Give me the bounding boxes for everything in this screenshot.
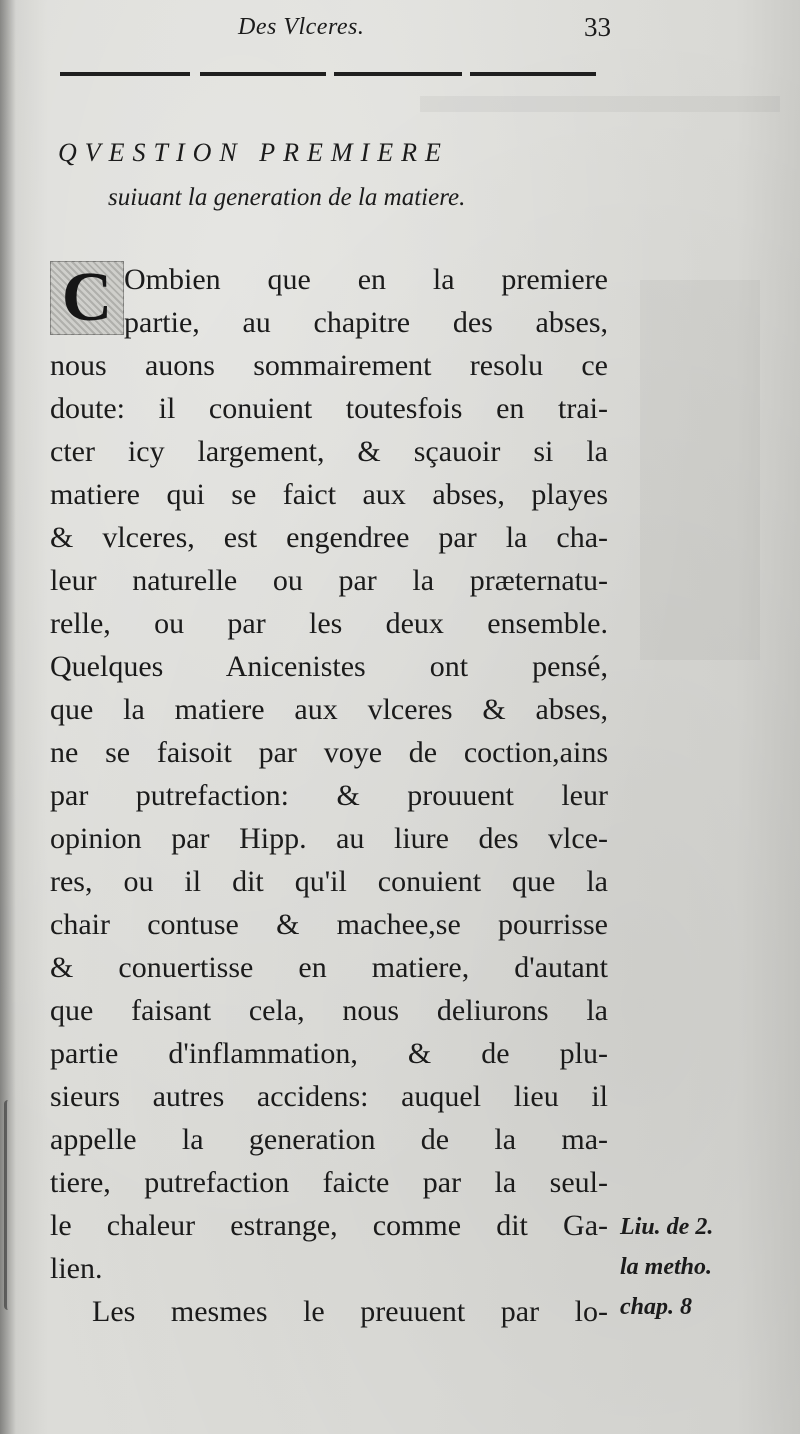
body-line: Ombien que en la premiere	[124, 263, 608, 296]
page-edge-mark	[4, 1100, 15, 1310]
running-head: Des Vlceres.	[238, 14, 365, 40]
margin-note: chap. 8	[620, 1294, 692, 1320]
body-line: par putrefaction: & prouuent leur	[50, 779, 608, 812]
body-line: cter icy largement, & sçauoir si la	[50, 435, 608, 468]
body-line: lien.	[50, 1252, 103, 1285]
question-heading: QVESTION PREMIERE	[58, 138, 449, 167]
body-line: chair contuse & machee,se pourrisse	[50, 908, 608, 941]
header-rule	[334, 72, 462, 76]
question-subheading: suiuant la generation de la matiere.	[108, 184, 466, 211]
body-line: que faisant cela, nous deliurons la	[50, 994, 608, 1027]
drop-cap-initial: C	[50, 261, 124, 335]
body-line: doute: il conuient toutesfois en trai-	[50, 392, 608, 425]
body-line: leur naturelle ou par la præternatu-	[50, 564, 608, 597]
body-line: & conuertisse en matiere, d'autant	[50, 951, 608, 984]
body-line: tiere, putrefaction faicte par la seul-	[50, 1166, 608, 1199]
body-line: matiere qui se faict aux abses, playes	[50, 478, 608, 511]
body-line: le chaleur estrange, comme dit Ga-	[50, 1209, 608, 1242]
body-line: ne se faisoit par voye de coction,ains	[50, 736, 608, 769]
body-line: res, ou il dit qu'il conuient que la	[50, 865, 608, 898]
body-line: partie, au chapitre des abses,	[124, 306, 608, 339]
body-line: nous auons sommairement resolu ce	[50, 349, 608, 382]
body-line: & vlceres, est engendree par la cha-	[50, 521, 608, 554]
body-line: opinion par Hipp. au liure des vlce-	[50, 822, 608, 855]
bleed-through-shade	[420, 96, 780, 112]
margin-note: la metho.	[620, 1254, 713, 1280]
body-line: relle, ou par les deux ensemble.	[50, 607, 608, 640]
body-line: appelle la generation de la ma-	[50, 1123, 608, 1156]
body-line: Quelques Anicenistes ont pensé,	[50, 650, 608, 683]
header-rule	[200, 72, 326, 76]
bleed-through-shade	[640, 280, 760, 660]
page-number: 33	[584, 12, 611, 42]
header-rule	[60, 72, 190, 76]
header-rule	[470, 72, 596, 76]
body-line: partie d'inflammation, & de plu-	[50, 1037, 608, 1070]
body-line: que la matiere aux vlceres & abses,	[50, 693, 608, 726]
body-line: Les mesmes le preuuent par lo-	[92, 1295, 608, 1328]
margin-note: Liu. de 2.	[620, 1214, 714, 1240]
body-line: sieurs autres accidens: auquel lieu il	[50, 1080, 608, 1113]
